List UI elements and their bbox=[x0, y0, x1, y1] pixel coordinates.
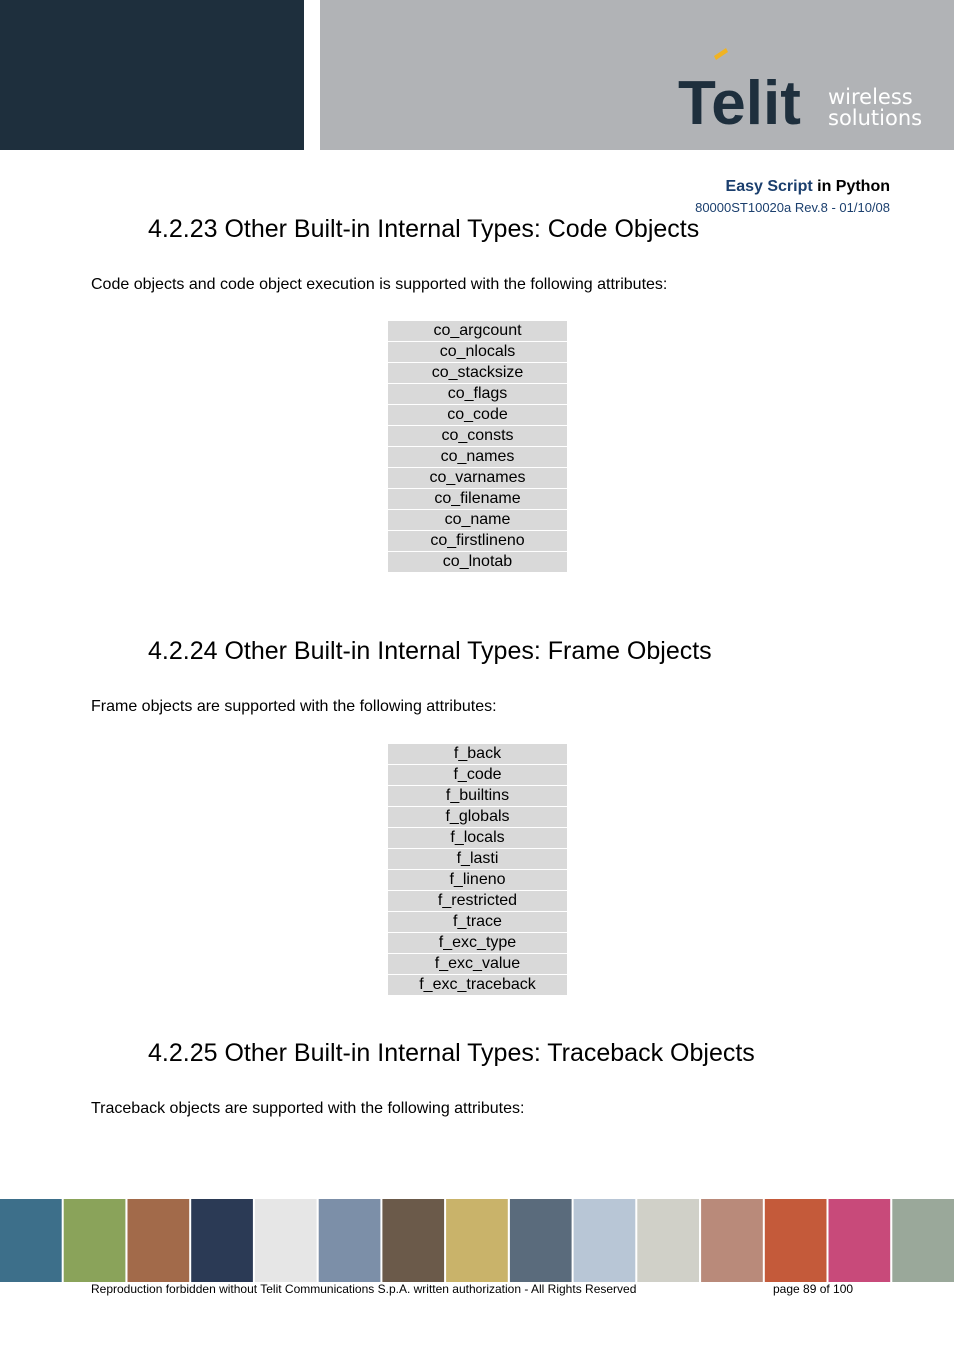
table-row bbox=[388, 954, 567, 975]
footer-photo-tile bbox=[765, 1199, 827, 1282]
table-row bbox=[388, 765, 567, 786]
attribute-cell: f_back bbox=[388, 744, 567, 765]
footer-photo-tile bbox=[701, 1199, 763, 1282]
table-row bbox=[388, 426, 567, 447]
document-title bbox=[726, 178, 890, 196]
table-row bbox=[388, 405, 567, 426]
attribute-cell: f_lineno bbox=[388, 870, 567, 891]
footer-photo-tile bbox=[510, 1199, 572, 1282]
attribute-cell: f_builtins bbox=[388, 786, 567, 807]
logo-slash-icon bbox=[714, 48, 728, 60]
table-row bbox=[388, 342, 567, 363]
footer-photo-strip bbox=[0, 1199, 954, 1282]
attribute-table-frame-objects bbox=[388, 744, 567, 996]
footer-page-number: page 89 of 100 bbox=[773, 1282, 854, 1296]
section-text-frame-objects: Frame objects are supported with the following attributes: bbox=[91, 698, 497, 715]
attribute-cell: co_name bbox=[388, 510, 567, 531]
attribute-cell: co_names bbox=[388, 447, 567, 468]
attribute-cell: co_flags bbox=[388, 384, 567, 405]
table-row bbox=[388, 807, 567, 828]
telit-logo bbox=[676, 44, 936, 136]
table-row bbox=[388, 786, 567, 807]
table-row bbox=[388, 468, 567, 489]
attribute-cell: co_varnames bbox=[388, 468, 567, 489]
attribute-cell: co_code bbox=[388, 405, 567, 426]
table-row bbox=[388, 828, 567, 849]
table-row bbox=[388, 912, 567, 933]
footer-photo-tile bbox=[128, 1199, 190, 1282]
attribute-cell: f_restricted bbox=[388, 891, 567, 912]
section-text-traceback-objects: Traceback objects are supported with the following attributes: bbox=[91, 1100, 525, 1117]
logo-word: Telit bbox=[678, 69, 801, 136]
attribute-cell: co_stacksize bbox=[388, 363, 567, 384]
section-text-code-objects: Code objects and code object execution is supported with the following attributes: bbox=[91, 276, 668, 293]
attribute-table-code-objects bbox=[388, 321, 567, 573]
footer-photo-tile bbox=[64, 1199, 126, 1282]
attribute-cell: f_exc_traceback bbox=[388, 975, 567, 996]
footer-photo-tile bbox=[829, 1199, 891, 1282]
header-dark-panel bbox=[0, 0, 304, 150]
table-row bbox=[388, 744, 567, 765]
footer-photo-tile bbox=[255, 1199, 317, 1282]
table-row bbox=[388, 849, 567, 870]
attribute-cell: f_exc_type bbox=[388, 933, 567, 954]
section-heading-frame-objects: 4.2.24 Other Built-in Internal Types: Frame Objects bbox=[148, 637, 712, 665]
footer-photo-tile bbox=[319, 1199, 381, 1282]
attribute-cell: co_firstlineno bbox=[388, 531, 567, 552]
attribute-cell: f_code bbox=[388, 765, 567, 786]
table-row bbox=[388, 891, 567, 912]
table-row bbox=[388, 447, 567, 468]
attribute-cell: co_filename bbox=[388, 489, 567, 510]
table-row bbox=[388, 552, 567, 573]
logo-tagline-2: solutions bbox=[828, 106, 923, 130]
footer-photo-tile bbox=[574, 1199, 636, 1282]
attribute-cell: co_consts bbox=[388, 426, 567, 447]
section-heading-traceback-objects: 4.2.25 Other Built-in Internal Types: Traceback Objects bbox=[148, 1039, 755, 1067]
attribute-cell: f_exc_value bbox=[388, 954, 567, 975]
attribute-cell: f_trace bbox=[388, 912, 567, 933]
footer-photo-tile bbox=[892, 1199, 954, 1282]
section-heading-code-objects: 4.2.23 Other Built-in Internal Types: Code Objects bbox=[148, 215, 700, 243]
footer-photo-tile bbox=[191, 1199, 253, 1282]
attribute-cell: co_argcount bbox=[388, 321, 567, 342]
attribute-cell: f_lasti bbox=[388, 849, 567, 870]
footer-copyright: Reproduction forbidden without Telit Communications S.p.A. written authorization - All Rights Reserved bbox=[91, 1282, 637, 1296]
table-row bbox=[388, 384, 567, 405]
document-reference: 80000ST10020a Rev.8 - 01/10/08 bbox=[695, 200, 890, 215]
document-title-rest: in Python bbox=[812, 178, 890, 195]
footer-photo-tile bbox=[446, 1199, 508, 1282]
table-row bbox=[388, 510, 567, 531]
table-row bbox=[388, 489, 567, 510]
table-row bbox=[388, 975, 567, 996]
table-row bbox=[388, 363, 567, 384]
attribute-cell: co_nlocals bbox=[388, 342, 567, 363]
footer-photo-tile bbox=[637, 1199, 699, 1282]
footer-photo-tile bbox=[0, 1199, 62, 1282]
document-title-accent: Easy Script bbox=[725, 178, 813, 195]
attribute-cell: co_lnotab bbox=[388, 552, 567, 573]
table-row bbox=[388, 321, 567, 342]
table-row bbox=[388, 870, 567, 891]
attribute-cell: f_globals bbox=[388, 807, 567, 828]
logo-tagline-1: wireless bbox=[828, 85, 913, 109]
table-row bbox=[388, 933, 567, 954]
table-row bbox=[388, 531, 567, 552]
attribute-cell: f_locals bbox=[388, 828, 567, 849]
footer-photo-tile bbox=[382, 1199, 444, 1282]
